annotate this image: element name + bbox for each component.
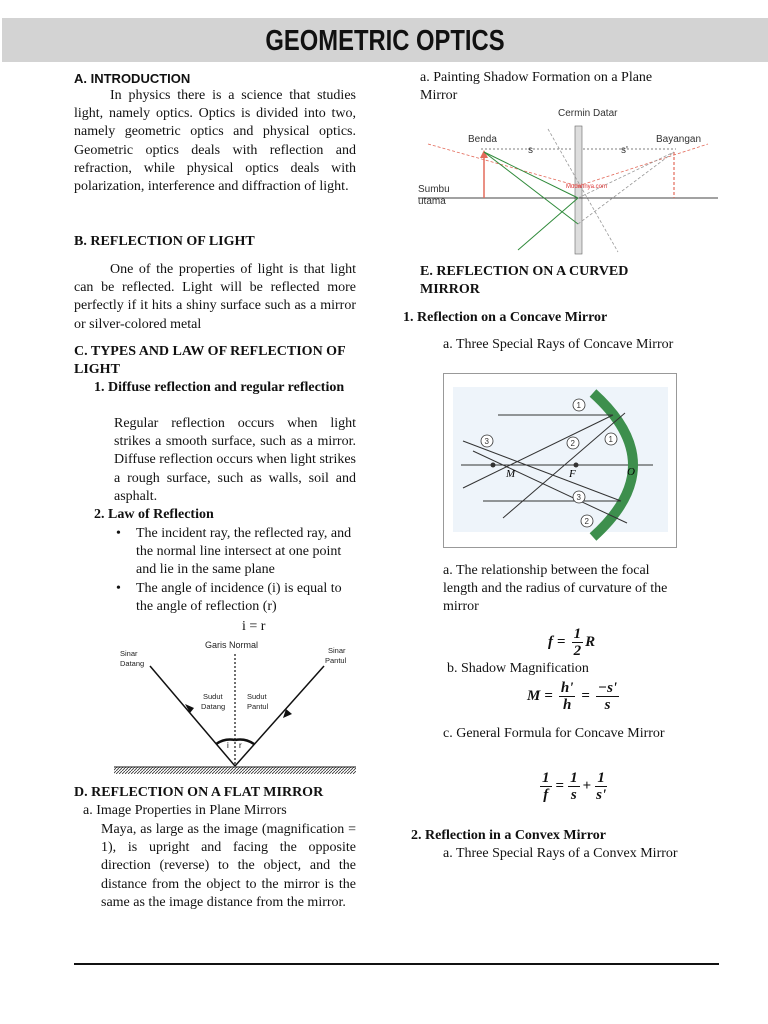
marker-2b-text: 2: [584, 517, 589, 526]
formula-f-num: 1: [573, 626, 582, 642]
green-ray-1: [484, 152, 578, 198]
law-bullet: • The incident ray, the reflected ray, and the normal line intersect at one point and lie in the same plane: [114, 525, 356, 580]
marker-3-text: 3: [484, 437, 489, 446]
i-label: i: [227, 741, 229, 750]
formula-gen-s: s: [570, 787, 577, 803]
normal-label: Garis Normal: [205, 640, 259, 650]
concave-sub: a. Three Special Rays of Concave Mirror: [443, 337, 674, 352]
angle-in-label: Sudut Datang: [201, 692, 226, 711]
m-label: M: [506, 468, 516, 480]
curved-heading: E. REFLECTION ON A CURVED MIRROR: [420, 264, 629, 298]
formula-gen-f: f: [543, 787, 549, 803]
plane-mirror-figure: [418, 104, 718, 256]
reflected-label: Sinar Pantul: [325, 646, 347, 665]
formula-magnification: M = $\frac{h'}{h}$ = $\frac{-s'}{s}$: [527, 680, 618, 713]
o-label: O: [627, 466, 635, 478]
r-label: r: [239, 741, 242, 750]
reflected-ray: [235, 666, 324, 766]
angle-out-label: Sudut Pantul: [247, 692, 269, 711]
convex-sub: a. Three Special Rays of a Convex Mirror: [443, 846, 678, 861]
marker-1b-text: 1: [608, 435, 613, 444]
law-formula: i = r: [242, 619, 266, 634]
formula-gen-num1: 1: [542, 770, 550, 786]
formula-f-rhs: R: [585, 634, 596, 650]
relation-text: a. The relationship between the focal length and the radius of curvature of the mirror: [443, 563, 668, 615]
intro-text: In physics there is a science that studies light, namely optics. Optics is divided into two, namely geometric optics and physical optics. Geometric optics deals with reflection and refraction, while physical optics deals with polarization, interference and diffraction of light.: [74, 88, 356, 195]
s-prime-label: s': [621, 145, 628, 156]
red-guide-2: [578, 144, 708, 186]
marker-3b-text: 3: [576, 493, 581, 502]
mirror-surface: [114, 767, 356, 774]
intro-heading: A. INTRODUCTION: [74, 71, 191, 86]
flat-text: Maya, as large as the image (magnification = 1), is upright and facing the opposite direction (reverse) to the object, and the distance from the object to the mirror is the same as the image distance from the mirror.: [101, 822, 356, 910]
general-label: c. General Formula for Concave Mirror: [443, 726, 665, 741]
axis-label: Sumbu utama: [418, 184, 450, 207]
formula-m-lhs: M: [527, 688, 541, 704]
marker-1-text: 1: [576, 401, 581, 410]
shadow-sub: a. Painting Shadow Formation on a Plane Mirror: [420, 70, 653, 104]
convex-heading: 2. Reflection in a Convex Mirror: [411, 828, 606, 843]
formula-m-num1: h': [560, 680, 574, 696]
concave-mirror-figure: [443, 373, 677, 548]
law-bullet: • The angle of incidence (i) is equal to the angle of reflection (r): [114, 580, 356, 616]
angle-r-arc: [235, 740, 254, 744]
footer-rule: [74, 963, 719, 965]
formula-m-den2: s: [604, 697, 611, 713]
title-banner: [2, 18, 768, 62]
center-point: [491, 463, 496, 468]
diffuse-heading: 1. Diffuse reflection and regular reflection: [94, 380, 345, 395]
plane-mirror: [575, 126, 582, 254]
formula-f-lhs: f: [548, 634, 553, 650]
formula-gen-num2: 1: [570, 770, 578, 786]
formula-gen-sprime: s': [596, 787, 607, 803]
reflection-heading: B. REFLECTION OF LIGHT: [74, 234, 255, 249]
watermark: Mudahnya.com: [566, 184, 608, 190]
focal-point: [574, 463, 579, 468]
s-label: s: [528, 145, 533, 156]
law-heading: 2. Law of Reflection: [94, 507, 214, 522]
formula-focal: f = $\frac{1}{2}$ R: [548, 626, 596, 659]
object-label: Benda: [468, 134, 497, 145]
formula-general: $\frac{1}{f}$ = $\frac{1}{s}$ + $\frac{1}{s'}$: [542, 770, 607, 803]
reflection-text: One of the properties of light is that light can be reflected. Light will be reflected more perfectly if it hits a shiny surface such as a mirror or silver-colored metal: [74, 262, 356, 332]
grey-extension-1: [578, 152, 674, 198]
formula-f-den: 2: [573, 643, 582, 659]
law-bullets: [114, 525, 356, 616]
incident-ray: [150, 666, 235, 766]
green-ray-1-reflected: [518, 198, 578, 250]
angle-i-arc: [216, 740, 235, 744]
law-of-reflection-figure: [110, 636, 360, 781]
magnification-label: b. Shadow Magnification: [447, 661, 589, 676]
grey-extension-3: [548, 129, 618, 252]
image-label: Bayangan: [656, 134, 702, 145]
page-title: GEOMETRIC OPTICS: [265, 25, 505, 57]
diffuse-text: Regular reflection occurs when light strikes a smooth surface, such as a mirror. Diffuse reflection occurs when light strikes a rough surface, such as walls, soil and asphalt.: [114, 416, 356, 504]
f-label: F: [569, 468, 576, 480]
formula-m-den1: h: [562, 697, 572, 713]
flat-heading: D. REFLECTION ON A FLAT MIRROR: [74, 785, 324, 800]
concave-heading: 1. Reflection on a Concave Mirror: [403, 310, 608, 325]
red-guide-1: [428, 144, 578, 186]
formula-gen-num3: 1: [597, 770, 605, 786]
marker-2-text: 2: [570, 439, 575, 448]
flat-sub: a. Image Properties in Plane Mirrors: [83, 803, 287, 818]
types-heading: C. TYPES AND LAW OF REFLECTION OF LIGHT: [74, 344, 346, 378]
green-ray-2: [484, 152, 578, 224]
incident-label: Sinar Datang: [120, 649, 145, 668]
mirror-label: Cermin Datar: [558, 108, 618, 119]
formula-m-num2: −s': [597, 680, 618, 696]
